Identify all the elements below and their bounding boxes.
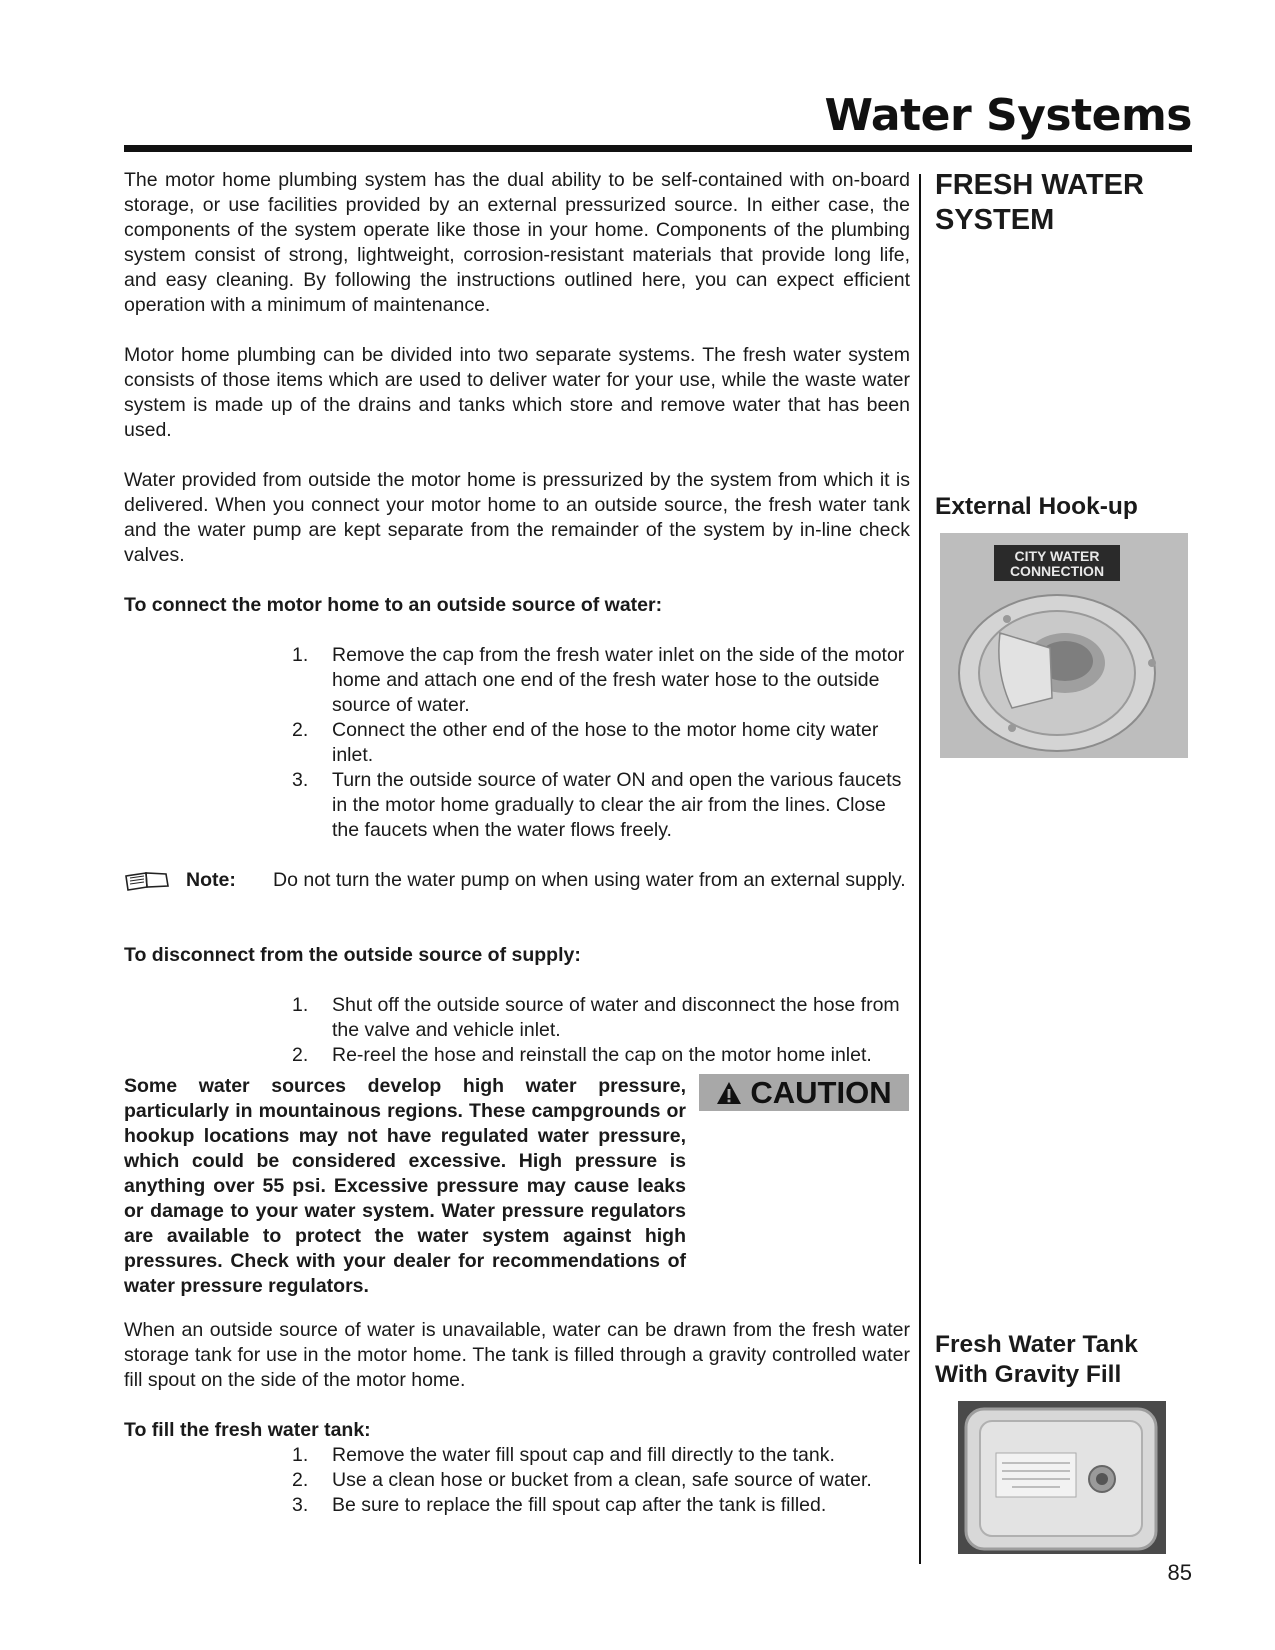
list-item [292, 1468, 910, 1493]
book-icon [124, 870, 170, 899]
list-item [292, 768, 910, 843]
photo-label-line-2: CONNECTION [1009, 563, 1105, 579]
photo-label-line-1: CITY WATER [1014, 548, 1100, 564]
list-item [292, 1493, 910, 1518]
step-text: Connect the other end of the hose to the motor home city water inlet. [332, 719, 879, 766]
tank-caption [935, 1330, 1138, 1390]
caution-label: CAUTION [750, 1075, 892, 1110]
note-text: Do not turn the water pump on when using water from an external supply. [273, 869, 906, 891]
step-number: 3. [292, 1494, 309, 1516]
step-number: 2. [292, 1044, 309, 1066]
step-number: 2. [292, 719, 309, 741]
warning-icon [716, 1081, 742, 1105]
connect-heading: To connect the motor home to an outside source of water: [124, 594, 663, 616]
intro-paragraph-2: Motor home plumbing can be divided into two separate systems. The fresh water system consists of those items which are used to deliver water for your use, while the waste water system is made up of the drains and tanks which store and remove water that has been used. [124, 344, 910, 441]
note-label: Note: [186, 869, 236, 891]
step-text: Re-reel the hose and reinstall the cap on the motor home inlet. [332, 1044, 872, 1066]
page-title: Water Systems [824, 90, 1192, 141]
caution-block [124, 1074, 910, 1306]
step-text: Remove the cap from the fresh water inlet on the side of the motor home and attach one end of the fresh water hose to the outside source of water. [332, 644, 905, 716]
list-item [292, 1443, 910, 1468]
step-number: 2. [292, 1469, 309, 1491]
caution-badge [699, 1074, 909, 1111]
connect-steps [124, 643, 910, 843]
tank-caption-line: With Gravity Fill [935, 1361, 1122, 1388]
step-number: 3. [292, 769, 309, 791]
step-text: Use a clean hose or bucket from a clean, safe source of water. [332, 1469, 872, 1491]
list-item [292, 718, 910, 768]
step-text: Shut off the outside source of water and disconnect the hose from the valve and vehicle inlet. [332, 994, 900, 1041]
fill-heading: To fill the fresh water tank: [124, 1419, 371, 1441]
main-column [124, 168, 910, 1518]
step-text: Turn the outside source of water ON and open the various faucets in the motor home gradually to clear the air from the lines. Close the faucets when the water flows freely. [332, 769, 902, 841]
list-item [292, 993, 910, 1043]
list-item [292, 643, 910, 718]
disconnect-heading: To disconnect from the outside source of supply: [124, 944, 581, 966]
step-text: Be sure to replace the fill spout cap after the tank is filled. [332, 1494, 827, 1516]
section-title-line: FRESH WATER [935, 169, 1144, 201]
step-number: 1. [292, 644, 309, 666]
page-number: 85 [1167, 1560, 1192, 1585]
tank-caption-line: Fresh Water Tank [935, 1331, 1138, 1358]
city-water-connection-photo [940, 533, 1188, 758]
intro-paragraph-1: The motor home plumbing system has the dual ability to be self-contained with on-board storage, or use facilities provided by an external pressurized source. In either case, the components of the system operate like those in your home. Components of the plumbing system consist of strong, lightweight, corrosion-resistant materials that provide long life, and easy cleaning. By following the instructions outlined here, you can expect efficient operation with a minimum of maintenance. [124, 169, 910, 316]
note-block [124, 868, 910, 918]
column-divider [919, 174, 921, 1564]
tank-paragraph: When an outside source of water is unavailable, water can be drawn from the fresh water storage tank for use in the motor home. The tank is filled through a gravity controlled water fill spout on the side of the motor home. [124, 1319, 910, 1391]
section-title [935, 168, 1144, 238]
title-rule [124, 145, 1192, 152]
step-text: Remove the water fill spout cap and fill directly to the tank. [332, 1444, 835, 1466]
caution-text: Some water sources develop high water pressure, particularly in mountainous regions. These campgrounds or hookup locations may not have regulated water pressure, which could be considered excessive. High pressure is anything over 55 psi. Excessive pressure may cause leaks or damage to your water system. Water pressure regulators are available to protect the water system against high pressures. Check with your dealer for recommendations of water pressure regulators. [124, 1075, 686, 1297]
hookup-caption: External Hook-up [935, 493, 1138, 520]
disconnect-steps [124, 993, 910, 1068]
step-number: 1. [292, 994, 309, 1016]
list-item [292, 1043, 910, 1068]
step-number: 1. [292, 1444, 309, 1466]
section-title-line: SYSTEM [935, 204, 1055, 236]
fill-steps [124, 1443, 910, 1518]
intro-paragraph-3: Water provided from outside the motor home is pressurized by the system from which it is delivered. When you connect your motor home to an outside source, the fresh water tank and the water pump are kept separate from the remainder of the system by in-line check valves. [124, 469, 910, 566]
gravity-fill-photo [958, 1401, 1166, 1554]
